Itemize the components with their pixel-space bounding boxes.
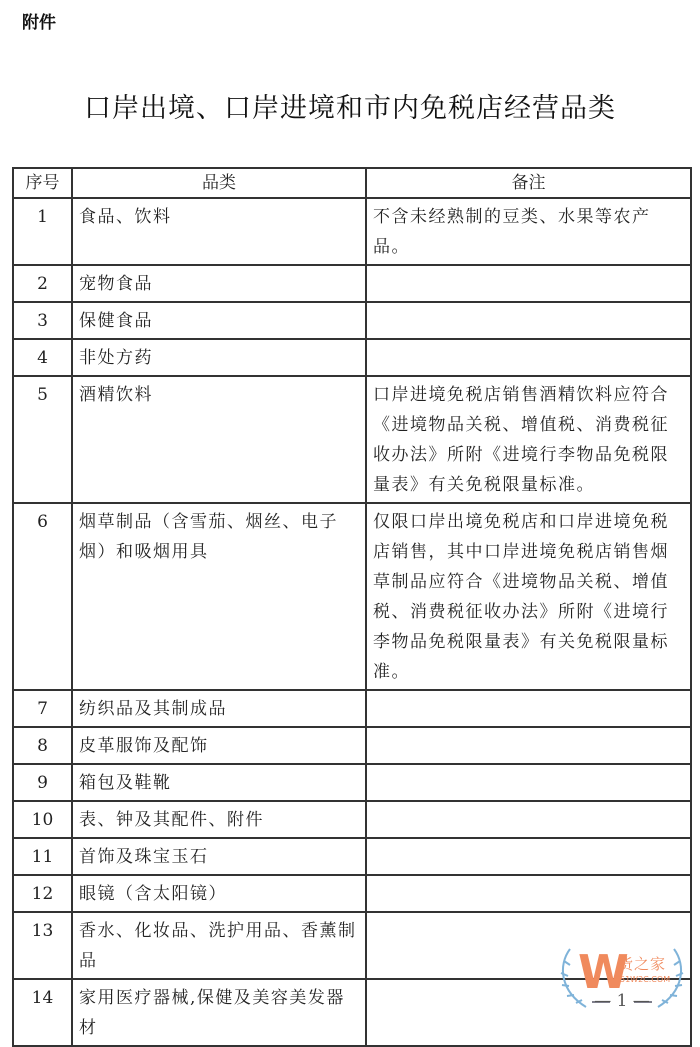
header-note: 备注 (366, 168, 691, 198)
row-category: 酒精饮料 (72, 376, 366, 503)
row-category: 家用医疗器械,保健及美容美发器材 (72, 979, 366, 1046)
row-note (366, 764, 691, 801)
row-note (366, 265, 691, 302)
row-number: 9 (13, 764, 72, 801)
row-category: 箱包及鞋靴 (72, 764, 366, 801)
row-category: 香水、化妆品、洗护用品、香薰制品 (72, 912, 366, 979)
page-number: — 1 — (594, 991, 650, 1011)
row-number: 8 (13, 727, 72, 764)
row-number: 5 (13, 376, 72, 503)
row-number: 7 (13, 690, 72, 727)
row-number: 13 (13, 912, 72, 979)
row-number: 3 (13, 302, 72, 339)
category-table (12, 167, 692, 1047)
watermark-brand: 货之家 (618, 955, 667, 973)
table-row (13, 838, 691, 875)
table-row (13, 875, 691, 912)
table-row (13, 690, 691, 727)
table-row (13, 265, 691, 302)
document-title: 口岸出境、口岸进境和市内免税店经营品类 (84, 93, 616, 124)
watermark-url: 51W2C.COM (620, 975, 671, 984)
row-category: 纺织品及其制成品 (72, 690, 366, 727)
table-row (13, 727, 691, 764)
row-note (366, 801, 691, 838)
row-note (366, 690, 691, 727)
row-category: 非处方药 (72, 339, 366, 376)
table-row (13, 764, 691, 801)
row-note: 口岸进境免税店销售酒精饮料应符合《进境物品关税、增值税、消费税征收办法》所附《进境行李物品免税限量表》有关免税限量标准。 (366, 376, 691, 503)
row-number: 4 (13, 339, 72, 376)
row-note (366, 302, 691, 339)
table-row (13, 801, 691, 838)
table-row (13, 339, 691, 376)
row-category: 首饰及珠宝玉石 (72, 838, 366, 875)
row-category: 食品、饮料 (72, 198, 366, 265)
watermark-letter: W (578, 945, 629, 999)
table-row (13, 198, 691, 265)
header-category: 品类 (72, 168, 366, 198)
table-row (13, 376, 691, 503)
row-category: 皮革服饰及配饰 (72, 727, 366, 764)
row-number: 11 (13, 838, 72, 875)
row-category: 眼镜（含太阳镜） (72, 875, 366, 912)
table-header-row (13, 168, 691, 198)
watermark-logo (556, 947, 688, 1013)
row-number: 12 (13, 875, 72, 912)
row-note (366, 727, 691, 764)
row-number: 1 (13, 198, 72, 265)
row-note: 仅限口岸出境免税店和口岸进境免税店销售，其中口岸进境免税店销售烟草制品应符合《进境物品关税、增值税、消费税征收办法》所附《进境行李物品免税限量表》有关免税限量标准。 (366, 503, 691, 690)
row-category: 烟草制品（含雪茄、烟丝、电子烟）和吸烟用具 (72, 503, 366, 690)
table-row (13, 503, 691, 690)
row-note: 不含未经熟制的豆类、水果等农产品。 (366, 198, 691, 265)
table-row (13, 302, 691, 339)
attachment-label: 附件 (22, 13, 56, 33)
header-number: 序号 (13, 168, 72, 198)
row-category: 表、钟及其配件、附件 (72, 801, 366, 838)
row-note (366, 339, 691, 376)
row-category: 保健食品 (72, 302, 366, 339)
row-note (366, 875, 691, 912)
row-number: 14 (13, 979, 72, 1046)
row-number: 2 (13, 265, 72, 302)
row-category: 宠物食品 (72, 265, 366, 302)
row-number: 6 (13, 503, 72, 690)
row-number: 10 (13, 801, 72, 838)
row-note (366, 838, 691, 875)
